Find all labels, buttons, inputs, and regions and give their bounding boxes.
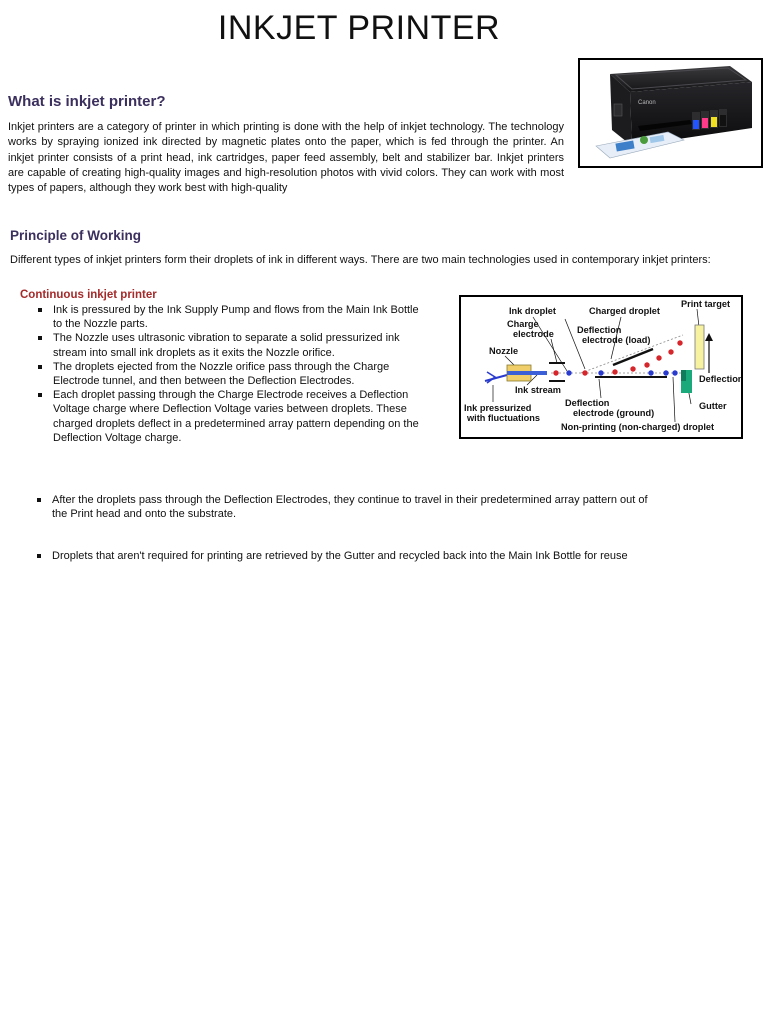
- charged-droplet: [630, 366, 635, 371]
- deflection-list: [34, 493, 664, 521]
- diagram-svg: [461, 297, 741, 437]
- deflection-arrow: [705, 333, 713, 341]
- charged-droplet: [644, 362, 649, 367]
- label-deflection: Deflection: [699, 374, 741, 384]
- charged-droplet: [668, 349, 673, 354]
- list-item: The droplets ejected from the Nozzle orifice pass through the Charge Electrode tunnel, and then between the Deflection Electrodes.: [35, 360, 425, 388]
- uncharged-droplet: [648, 370, 653, 375]
- label-deflection-load-1: Deflection: [577, 325, 622, 335]
- list-item: Each droplet passing through the Charge Electrode receives a Deflection Voltage charge where Deflection Voltage varies between droplets. These charged droplets deflect in a predetermined array pattern depending on the Deflection Voltage charge.: [35, 388, 425, 445]
- uncharged-droplet: [598, 370, 603, 375]
- label-charged-droplet: Charged droplet: [589, 306, 660, 316]
- printer-photo: [578, 58, 763, 168]
- label-nozzle: Nozzle: [489, 346, 519, 356]
- charged-droplet: [582, 370, 587, 375]
- list-item: After the droplets pass through the Deflection Electrodes, they continue to travel in their predetermined array pattern out of the Print head and onto the substrate.: [34, 493, 664, 521]
- section-heading-what-is: What is inkjet printer?: [8, 93, 166, 110]
- list-item: Ink is pressured by the Ink Supply Pump and flows from the Main Ink Bottle to the Nozzle parts.: [35, 303, 425, 331]
- page-title: INKJET PRINTER: [217, 9, 501, 47]
- label-charge-electrode-1: Charge: [507, 319, 539, 329]
- recycle-list: [34, 549, 664, 563]
- inkjet-printer-image: [580, 60, 761, 166]
- label-ink-pressurized-2: with fluctuations: [467, 413, 540, 423]
- uncharged-droplet: [566, 370, 571, 375]
- section-heading-principle: Principle of Working: [10, 228, 142, 243]
- label-non-printing-droplet: Non-printing (non-charged) droplet: [561, 422, 715, 432]
- label-deflection-ground-2: electrode (ground): [573, 408, 655, 418]
- label-deflection-load-2: electrode (load): [582, 335, 651, 345]
- subheading-continuous-inkjet: Continuous inkjet printer: [20, 289, 157, 301]
- list-item: The Nozzle uses ultrasonic vibration to separate a solid pressurized ink stream into small ink droplets as it exits the Nozzle orifice.: [35, 331, 425, 359]
- charged-droplet: [656, 355, 661, 360]
- print-target: [695, 325, 704, 369]
- label-ink-droplet: Ink droplet: [509, 306, 556, 316]
- label-ink-pressurized-1: Ink pressurized: [464, 403, 532, 413]
- continuous-inkjet-diagram: [459, 295, 743, 439]
- charged-droplet: [612, 369, 617, 374]
- ink-stream-bar: [507, 371, 547, 375]
- label-deflection-ground-1: Deflection: [565, 398, 610, 408]
- uncharged-droplet: [663, 370, 668, 375]
- label-gutter: Gutter: [699, 401, 727, 411]
- printer-brand-mark: Canon: [638, 100, 656, 106]
- charged-droplet: [553, 370, 558, 375]
- intro-paragraph: Inkjet printers are a category of printer in which printing is done with the help of inkjet technology. The technology works by spraying ionized ink directed by magnetic plates onto the paper, which is fed through the printer. An inkjet printer consists of a print head, ink cartridges, paper feed assembly, belt and stabilizer bar. Inkjet printers are capable of creating high-quality images and high-resolution photos with vivid colors. They can work with most types of papers, although they work best with high-quality: [8, 121, 564, 195]
- droplets: [553, 340, 682, 375]
- charged-droplet: [677, 340, 682, 345]
- list-item: Droplets that aren't required for printing are retrieved by the Gutter and recycled back into the Main Ink Bottle for reuse: [34, 549, 664, 563]
- principle-paragraph: Different types of inkjet printers form their droplets of ink in different ways. There are two main technologies used in contemporary inkjet printers:: [10, 254, 711, 266]
- label-print-target: Print target: [681, 299, 731, 309]
- label-ink-stream: Ink stream: [515, 385, 561, 395]
- continuous-process-list: [35, 303, 425, 445]
- uncharged-droplet: [672, 370, 677, 375]
- ink-feed-arrow: [485, 372, 507, 383]
- label-charge-electrode-2: electrode: [513, 329, 554, 339]
